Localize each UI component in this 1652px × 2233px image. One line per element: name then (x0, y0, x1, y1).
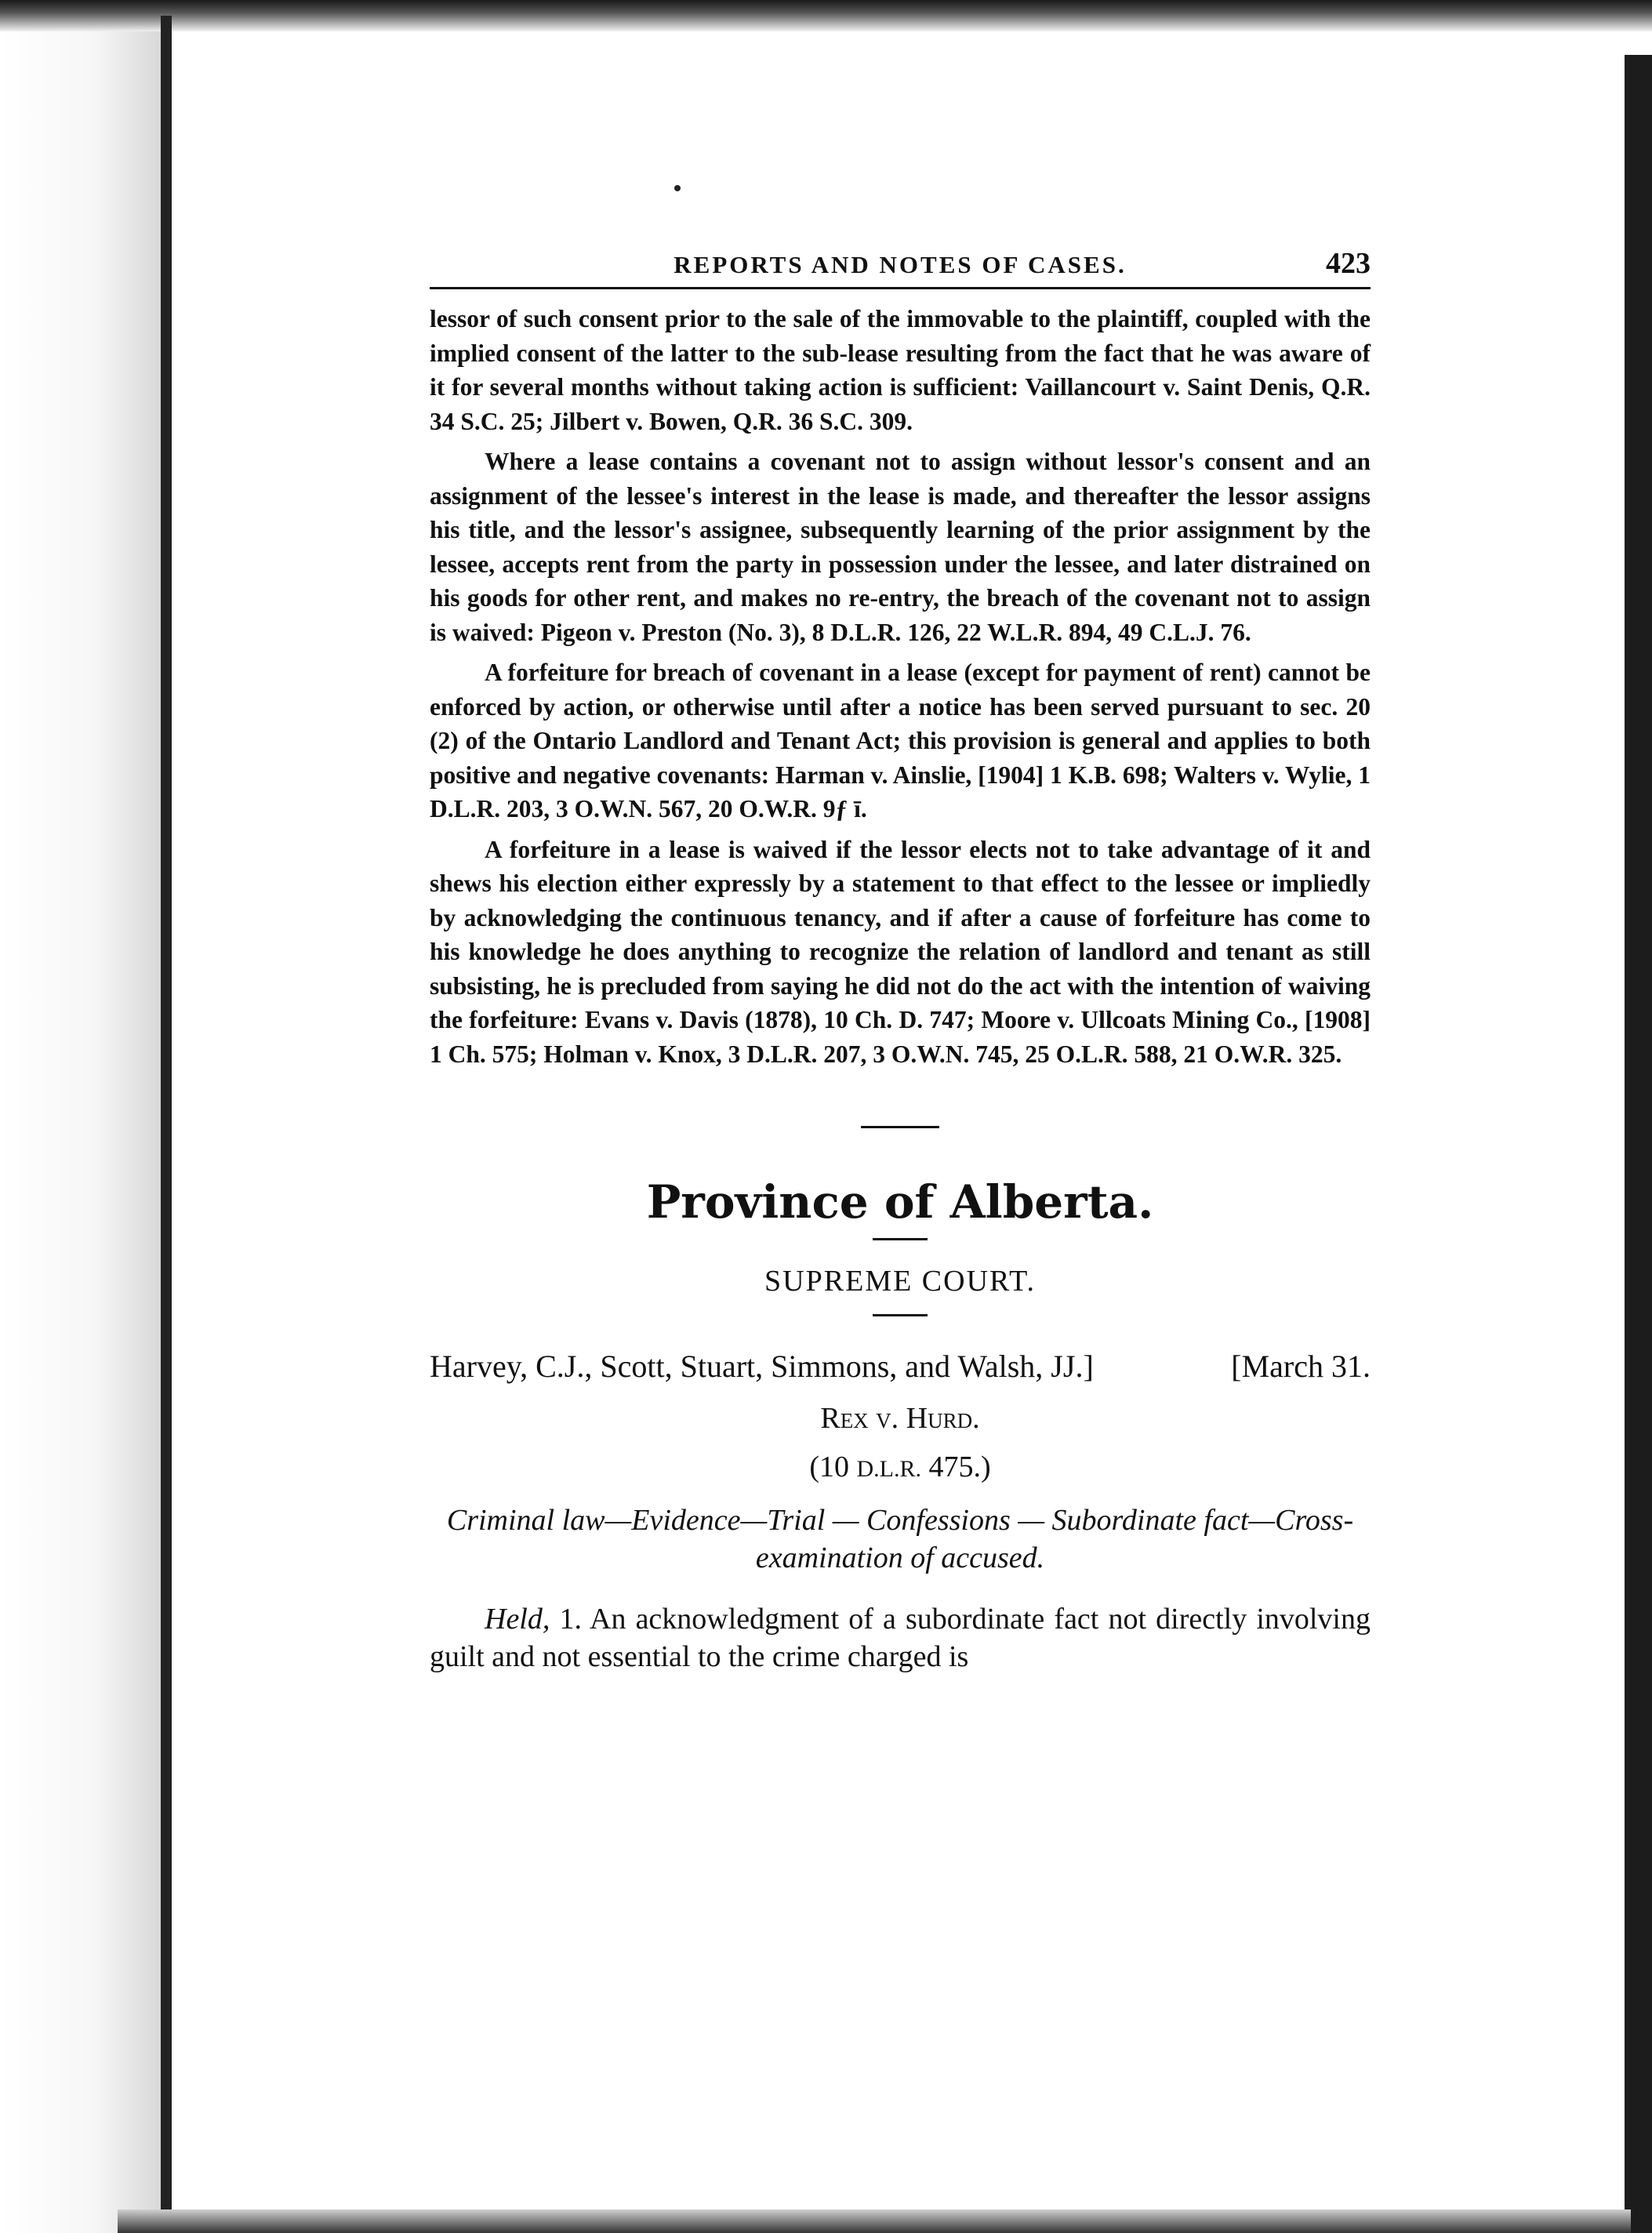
running-head (430, 235, 1371, 282)
paragraph: A forfeiture for breach of covenant in a lease (except for payment of rent) cannot be enforced by action, or otherwise until after a notice has been served pursuant to sec. 20 (2) of the Ontario Landlord and Tenant Act; this provision is general and applies to both positive and negative covenants: Harman v. Ainslie, [1904] 1 K.B. 698; Walters v. Wylie, 1 D.L.R. 203, 3 O.W.N. 567, 20 O.W.R. 9ƒ ī. (430, 659, 1371, 822)
citation-close: 475.) (921, 1451, 991, 1483)
paragraph: Where a lease contains a covenant not to assign without lessor's consent and an assignment of the lessee's interest in the lease is made, and thereafter the lessor assigns his title, and the lessor's assignee, subsequently learning of the prior assignment by the lessee, accepts rent from the party in possession under the lessee, and later distrained on his goods for other rent, and makes no re-entry, the breach of the covenant not to assign is waived: Pigeon v. Preston (No. 3), 8 D.L.R. 126, 22 W.L.R. 894, 49 C.L.J. 76. (430, 448, 1371, 646)
page-binding-edge (161, 16, 172, 2211)
case-name: Rex v. Hurd. (820, 1402, 980, 1435)
decision-date: [March 31. (1231, 1349, 1371, 1384)
citation-open: (10 (809, 1451, 857, 1483)
scan-top-edge (0, 0, 1652, 31)
header-rule (430, 287, 1371, 289)
body-text (430, 302, 1371, 1071)
ink-speck (674, 185, 681, 191)
held-paragraph (430, 1600, 1371, 1676)
case-citation (430, 1450, 1371, 1484)
scan-right-edge (1625, 55, 1652, 2233)
held-label: Held, (485, 1603, 550, 1636)
divider (873, 1314, 928, 1316)
scan-margin-shadow (0, 0, 161, 2233)
held-text: 1. An acknowledgment of a subordinate fact not directly involving guilt and not essential to the crime charged is (430, 1603, 1371, 1673)
court-heading: SUPREME COURT. (764, 1265, 1036, 1298)
page-number: 423 (1326, 247, 1371, 280)
province-heading: Province of Alberta. (646, 1175, 1154, 1229)
citation-reporter: D.L.R. (856, 1456, 921, 1482)
section-divider (861, 1126, 939, 1128)
document-page (430, 235, 1371, 1676)
divider (873, 1238, 928, 1240)
judges-line (430, 1348, 1371, 1385)
headnote: Criminal law—Evidence—Trial — Confessions — Subordinate fact—Cross-examination of accused. (446, 1504, 1354, 1574)
paragraph: A forfeiture in a lease is waived if the lessor elects not to take advantage of it and shews his election either expressly by a statement to that effect to the lessee or impliedly by acknowledging the continuous tenancy, and if after a cause of forfeiture has come to his knowledge he does anything to recognize the relation of landlord and tenant as still subsisting, he is precluded from saying he did not do the act with the intention of waiving the forfeiture: Evans v. Davis (1878), 10 Ch. D. 747; Moore v. Ullcoats Mining Co., [1908] 1 Ch. 575; Holman v. Knox, 3 D.L.R. 207, 3 O.W.N. 745, 25 O.L.R. 588, 21 O.W.R. 325. (430, 835, 1371, 1068)
paragraph: lessor of such consent prior to the sale of the immovable to the plaintiff, coupled with the implied consent of the latter to the sub-lease resulting from the fact that he was aware of it for several months without taking action is sufficient: Vaillancourt v. Saint Denis, Q.R. 34 S.C. 25; Jilbert v. Bowen, Q.R. 36 S.C. 309. (430, 305, 1371, 435)
judges-names: Harvey, C.J., Scott, Stuart, Simmons, and Walsh, JJ.] (430, 1349, 1094, 1384)
running-head-title: REPORTS AND NOTES OF CASES. (674, 251, 1127, 278)
scan-bottom-edge (118, 2209, 1631, 2233)
